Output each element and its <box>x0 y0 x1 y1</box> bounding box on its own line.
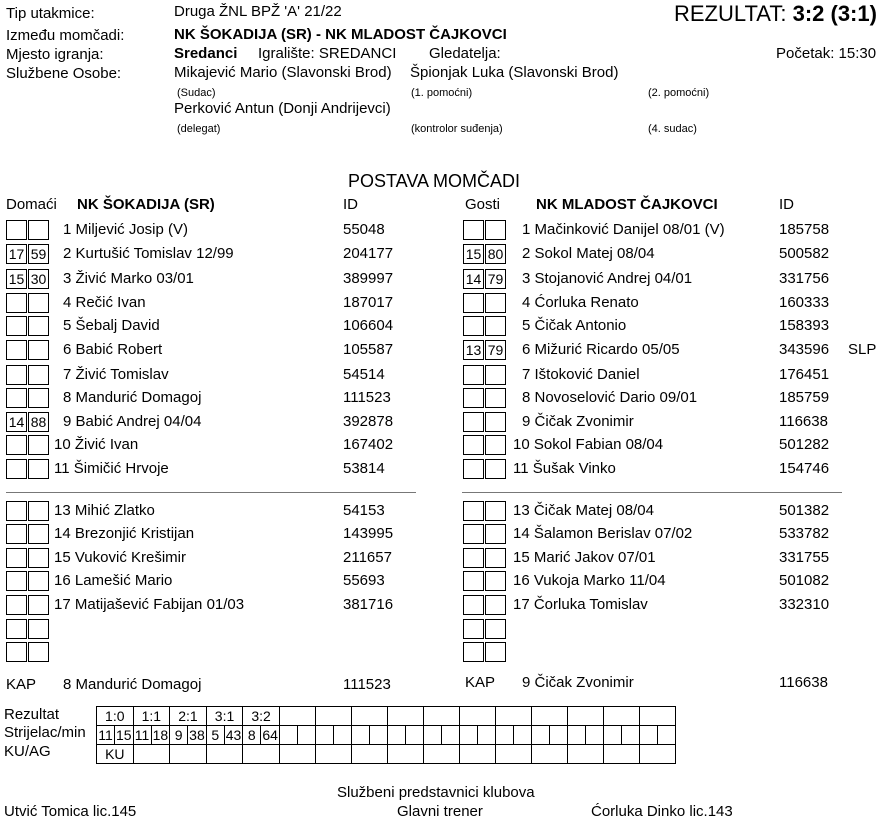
home-bench-box-b <box>28 642 49 662</box>
home-player-id: 187017 <box>343 294 394 311</box>
away-team-name: NK MLADOST ČAJKOVCI <box>536 196 718 213</box>
card-cell <box>495 745 531 764</box>
scorer-number-cell <box>387 726 405 745</box>
scorer-number-cell: 9 <box>170 726 188 745</box>
home-sub-min-box-b <box>28 316 49 336</box>
away-bench-box-a <box>463 642 484 662</box>
home-bench-player-id: 381716 <box>343 596 394 613</box>
away-bench-box-a <box>463 548 484 568</box>
reps-title: Službeni predstavnici klubova <box>337 784 535 801</box>
home-player-id: 106604 <box>343 317 394 334</box>
head-coach-label: Glavni trener <box>397 803 483 820</box>
away-bench-box-b <box>485 501 506 521</box>
scorer-number-cell <box>351 726 369 745</box>
away-bench-player-name: 15 Marić Jakov 07/01 <box>513 549 656 566</box>
home-bench-box-b <box>28 524 49 544</box>
home-player-id: 53814 <box>343 460 385 477</box>
home-sub-min-box-b: 30 <box>28 269 49 289</box>
home-bench-box-b <box>28 595 49 615</box>
home-separator <box>6 492 416 493</box>
result-cell: 1:1 <box>133 707 170 726</box>
home-player-name: 10 Živić Ivan <box>54 436 139 453</box>
home-sub-min-box-a <box>6 459 27 479</box>
home-sub-min-box-b <box>28 459 49 479</box>
away-bench-box-b <box>485 619 506 639</box>
away-sub-min-box-b <box>485 412 506 432</box>
home-representative: Utvić Tomica lic.145 <box>4 803 137 820</box>
away-bench-box-a <box>463 619 484 639</box>
match-type: Druga ŽNL BPŽ 'A' 21/22 <box>174 3 342 20</box>
result-cell <box>531 707 567 726</box>
scorer-minute-cell <box>297 726 315 745</box>
away-sub-min-box-b <box>485 365 506 385</box>
scorer-number-cell <box>495 726 513 745</box>
home-player-name: 5 Šebalj David <box>63 317 160 334</box>
result-cell: 2:1 <box>170 707 207 726</box>
home-player-id: 55048 <box>343 221 385 238</box>
away-player-id: 116638 <box>779 413 828 430</box>
home-sub-min-box-a <box>6 365 27 385</box>
away-sub-min-box-b <box>485 435 506 455</box>
home-sub-min-box-b <box>28 340 49 360</box>
home-bench-player-id: 54153 <box>343 502 385 519</box>
scorer-minute-cell <box>585 726 603 745</box>
away-captain-label: KAP <box>465 674 496 691</box>
scorer-number-cell <box>531 726 549 745</box>
away-sub-min-box-b <box>485 316 506 336</box>
lineup-title: POSTAVA MOMČADI <box>348 171 521 191</box>
scorer-number-cell <box>567 726 585 745</box>
card-cell <box>279 745 315 764</box>
scorer-minute-cell: 38 <box>189 727 205 743</box>
away-player-name: 1 Mačinković Danijel 08/01 (V) <box>522 221 725 238</box>
away-player-name: 6 Mižurić Ricardo 05/05 <box>522 341 680 358</box>
away-bench-box-b <box>485 571 506 591</box>
home-bench-player-name: 13 Mihić Zlatko <box>54 502 155 519</box>
result-cell <box>495 707 531 726</box>
home-side-label: Domaći <box>6 196 57 213</box>
home-bench-player-name: 16 Lamešić Mario <box>54 572 173 589</box>
scorer-minute-cell: 18 <box>152 727 169 743</box>
home-player-name: 3 Živić Marko 03/01 <box>63 270 194 287</box>
away-bench-box-b <box>485 524 506 544</box>
card-cell <box>639 745 675 764</box>
away-bench-player-name: 14 Šalamon Berislav 07/02 <box>513 525 693 542</box>
home-player-name: 2 Kurtušić Tomislav 12/99 <box>63 245 234 262</box>
away-captain: 9 Čičak Zvonimir <box>522 674 634 691</box>
between-label: Između momčadi: <box>6 27 125 44</box>
away-bench-player-name: 13 Čičak Matej 08/04 <box>513 502 654 519</box>
scorer-number-cell <box>423 726 441 745</box>
scorer-row-label: Strijelac/min <box>4 724 86 741</box>
card-cell <box>423 745 459 764</box>
card-cell <box>133 745 170 764</box>
away-representative: Ćorluka Dinko lic.143 <box>591 803 733 820</box>
away-player-id: 160333 <box>779 294 830 311</box>
result-value: 3:2 (3:1) <box>792 1 877 26</box>
result-cell <box>315 707 351 726</box>
home-captain-label: KAP <box>6 676 37 693</box>
result-cell: 3:1 <box>206 707 243 726</box>
card-cell <box>243 745 280 764</box>
away-player-note: SLP <box>848 341 877 358</box>
away-bench-player-id: 533782 <box>779 525 830 542</box>
delegate: Perković Antun (Donji Andrijevci) <box>174 100 391 117</box>
scorer-number-cell: 5 <box>206 726 224 745</box>
away-player-id: 158393 <box>779 317 830 334</box>
home-bench-box-b <box>28 501 49 521</box>
result-cell <box>351 707 387 726</box>
score-table <box>96 706 676 764</box>
away-sub-min-box-b: 80 <box>485 244 506 264</box>
away-player-id: 176451 <box>779 366 830 383</box>
scorer-minute-cell <box>333 726 351 745</box>
card-cell <box>603 745 639 764</box>
away-player-name: 10 Sokol Fabian 08/04 <box>513 436 664 453</box>
delegate-role: (delegat) <box>177 123 221 135</box>
officials-label: Službene Osobe: <box>6 65 122 82</box>
away-sub-min-box-a <box>463 459 484 479</box>
referee-role: (Sudac) <box>177 87 216 99</box>
home-captain-id: 111523 <box>343 676 391 693</box>
result-cell: 3:2 <box>243 707 280 726</box>
scorer-minute-cell <box>477 726 495 745</box>
scorer-number-cell: 11 <box>134 727 150 743</box>
home-player-id: 392878 <box>343 413 394 430</box>
away-player-id: 500582 <box>779 245 830 262</box>
scorer-number-cell: 11 <box>98 727 113 743</box>
home-sub-min-box-b <box>28 365 49 385</box>
result-header <box>674 1 877 27</box>
spectators: Gledatelja: <box>429 45 501 62</box>
start-time: Početak: 15:30 <box>776 45 877 62</box>
scorer-minute-cell <box>369 726 387 745</box>
home-bench-box-a <box>6 642 27 662</box>
away-bench-box-a <box>463 571 484 591</box>
home-captain: 8 Mandurić Domagoj <box>63 676 202 693</box>
scorer-minute-cell <box>549 726 567 745</box>
result-label: REZULTAT: <box>674 1 787 26</box>
away-sub-min-box-b <box>485 388 506 408</box>
home-player-name: 11 Šimičić Hrvoje <box>54 460 169 477</box>
home-sub-min-box-b <box>28 220 49 240</box>
away-sub-min-box-b <box>485 459 506 479</box>
away-bench-player-id: 501082 <box>779 572 830 589</box>
away-sub-min-box-a: 15 <box>463 244 484 264</box>
card-cell <box>459 745 495 764</box>
home-sub-min-box-b: 59 <box>28 244 49 264</box>
away-player-name: 2 Sokol Matej 08/04 <box>522 245 655 262</box>
scorer-minute-cell: 43 <box>225 727 242 743</box>
home-sub-min-box-a <box>6 435 27 455</box>
home-bench-box-a <box>6 571 27 591</box>
result-cell: 1:0 <box>97 707 134 726</box>
card-cell <box>567 745 603 764</box>
away-sub-min-box-a <box>463 412 484 432</box>
away-player-name: 11 Šušak Vinko <box>513 460 616 477</box>
away-player-name: 4 Ćorluka Renato <box>522 294 639 311</box>
away-sub-min-box-b <box>485 220 506 240</box>
home-player-name: 1 Miljević Josip (V) <box>63 221 189 238</box>
away-sub-min-box-a <box>463 388 484 408</box>
away-player-name: 7 Ištoković Daniel <box>522 366 640 383</box>
teams-title: NK ŠOKADIJA (SR) - NK MLADOST ČAJKOVCI <box>174 26 507 43</box>
away-sub-min-box-a <box>463 220 484 240</box>
home-bench-box-b <box>28 548 49 568</box>
scorer-minute-cell <box>513 726 531 745</box>
home-player-id: 389997 <box>343 270 394 287</box>
away-player-name: 3 Stojanović Andrej 04/01 <box>522 270 693 287</box>
away-bench-player-name: 17 Čorluka Tomislav <box>513 596 648 613</box>
away-player-id: 185758 <box>779 221 830 238</box>
venue-label: Mjesto igranja: <box>6 46 104 63</box>
card-cell <box>351 745 387 764</box>
away-sub-min-box-a <box>463 316 484 336</box>
home-sub-min-box-b <box>28 388 49 408</box>
away-player-id: 185759 <box>779 389 830 406</box>
result-row-label: Rezultat <box>4 706 60 723</box>
scorer-minute-cell <box>441 726 459 745</box>
assistant2-role: (2. pomoćni) <box>648 87 710 99</box>
away-captain-id: 116638 <box>779 674 828 691</box>
home-bench-player-id: 211657 <box>343 549 392 566</box>
home-sub-min-box-a <box>6 388 27 408</box>
home-sub-min-box-a <box>6 316 27 336</box>
card-row-label: KU/AG <box>4 743 51 760</box>
away-id-header: ID <box>779 196 794 213</box>
home-bench-box-a <box>6 524 27 544</box>
home-player-id: 111523 <box>343 389 391 406</box>
home-sub-min-box-a <box>6 293 27 313</box>
home-sub-min-box-a: 14 <box>6 412 27 432</box>
referee: Mikajević Mario (Slavonski Brod) <box>174 64 392 81</box>
scorer-minute-cell <box>657 726 675 745</box>
home-player-id: 54514 <box>343 366 385 383</box>
home-id-header: ID <box>343 196 358 213</box>
away-bench-box-a <box>463 501 484 521</box>
scorer-number-cell: 8 <box>243 726 261 745</box>
scorer-number-cell <box>315 726 333 745</box>
home-sub-min-box-b: 88 <box>28 412 49 432</box>
away-sub-min-box-a: 14 <box>463 269 484 289</box>
away-sub-min-box-a <box>463 365 484 385</box>
away-bench-player-id: 331755 <box>779 549 830 566</box>
away-side-label: Gosti <box>465 196 501 213</box>
venue: Sredanci <box>174 45 238 62</box>
scorer-minute-cell: 15 <box>116 727 132 743</box>
away-player-name: 9 Čičak Zvonimir <box>522 413 634 430</box>
scorer-number-cell <box>603 726 621 745</box>
assistant1-role: (1. pomoćni) <box>411 87 473 99</box>
home-player-name: 4 Rečić Ivan <box>63 294 146 311</box>
scorer-minute-cell <box>405 726 423 745</box>
result-cell <box>639 707 675 726</box>
home-bench-player-id: 143995 <box>343 525 394 542</box>
away-bench-player-id: 332310 <box>779 596 830 613</box>
result-cell <box>459 707 495 726</box>
result-cell <box>279 707 315 726</box>
away-bench-box-b <box>485 642 506 662</box>
away-bench-player-name: 16 Vukoja Marko 11/04 <box>513 572 666 589</box>
home-player-id: 105587 <box>343 341 394 358</box>
away-player-id: 501282 <box>779 436 830 453</box>
fourth-official-role: (4. sudac) <box>648 123 697 135</box>
card-cell <box>170 745 207 764</box>
home-bench-box-a <box>6 619 27 639</box>
away-separator <box>462 492 842 493</box>
scorer-number-cell <box>639 726 657 745</box>
home-player-name: 8 Mandurić Domagoj <box>63 389 202 406</box>
away-sub-min-box-b <box>485 293 506 313</box>
scorer-number-cell <box>459 726 477 745</box>
scorer-minute-cell <box>621 726 639 745</box>
home-sub-min-box-a <box>6 340 27 360</box>
home-sub-min-box-a: 17 <box>6 244 27 264</box>
home-sub-min-box-a <box>6 220 27 240</box>
away-sub-min-box-b: 79 <box>485 340 506 360</box>
home-bench-player-name: 14 Brezonjić Kristijan <box>54 525 195 542</box>
result-cell <box>603 707 639 726</box>
home-bench-player-name: 17 Matijašević Fabijan 01/03 <box>54 596 245 613</box>
result-cell <box>567 707 603 726</box>
match-type-label: Tip utakmice: <box>6 5 95 22</box>
away-bench-box-a <box>463 595 484 615</box>
away-player-name: 8 Novoselović Dario 09/01 <box>522 389 698 406</box>
away-player-id: 343596 <box>779 341 830 358</box>
card-cell: KU <box>97 745 134 764</box>
scorer-minute-cell: 64 <box>262 727 278 743</box>
home-player-id: 167402 <box>343 436 394 453</box>
home-bench-box-a <box>6 548 27 568</box>
away-sub-min-box-a: 13 <box>463 340 484 360</box>
home-team-name: NK ŠOKADIJA (SR) <box>77 196 215 213</box>
pitch: Igralište: SREDANCI <box>258 45 397 62</box>
home-player-id: 204177 <box>343 245 394 262</box>
home-player-name: 6 Babić Robert <box>63 341 163 358</box>
home-player-name: 7 Živić Tomislav <box>63 366 169 383</box>
away-bench-box-a <box>463 524 484 544</box>
result-cell <box>387 707 423 726</box>
controller-role: (kontrolor suđenja) <box>411 123 503 135</box>
home-player-name: 9 Babić Andrej 04/04 <box>63 413 202 430</box>
card-cell <box>387 745 423 764</box>
away-sub-min-box-a <box>463 435 484 455</box>
away-bench-box-b <box>485 595 506 615</box>
home-bench-box-a <box>6 595 27 615</box>
home-bench-player-id: 55693 <box>343 572 385 589</box>
home-sub-min-box-b <box>28 293 49 313</box>
home-bench-box-a <box>6 501 27 521</box>
home-sub-min-box-b <box>28 435 49 455</box>
home-sub-min-box-a: 15 <box>6 269 27 289</box>
away-sub-min-box-b: 79 <box>485 269 506 289</box>
home-bench-box-b <box>28 619 49 639</box>
assistant1: Špionjak Luka (Slavonski Brod) <box>410 64 619 81</box>
away-player-id: 331756 <box>779 270 830 287</box>
away-sub-min-box-a <box>463 293 484 313</box>
card-cell <box>531 745 567 764</box>
scorer-number-cell <box>279 726 297 745</box>
home-bench-player-name: 15 Vuković Krešimir <box>54 549 186 566</box>
result-cell <box>423 707 459 726</box>
away-player-id: 154746 <box>779 460 830 477</box>
home-bench-box-b <box>28 571 49 591</box>
away-player-name: 5 Čičak Antonio <box>522 317 627 334</box>
away-bench-player-id: 501382 <box>779 502 830 519</box>
card-cell <box>315 745 351 764</box>
away-bench-box-b <box>485 548 506 568</box>
card-cell <box>206 745 243 764</box>
